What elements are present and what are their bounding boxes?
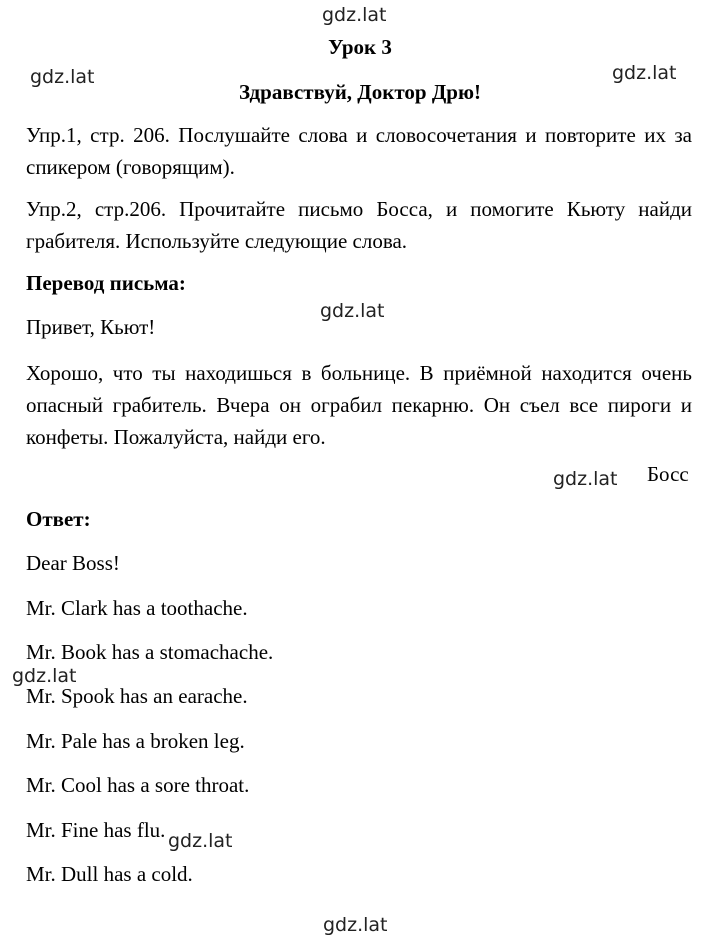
answer-line-book: Mr. Book has a stomachache. <box>26 640 274 664</box>
watermark-right-top: gdz.lat <box>612 62 677 84</box>
answer-line-cool: Mr. Cool has a sore throat. <box>26 773 250 797</box>
watermark-mid: gdz.lat <box>320 300 385 322</box>
answer-line-fine: Mr. Fine has flu. <box>26 818 166 842</box>
translation-body: Хорошо, что ты находишься в больнице. В приёмной находится очень опасный грабитель. Вчера он ограбил пекарню. Он съел все пироги и конфеты. Пожалуйста, найди его. <box>26 361 692 449</box>
answer-line-dull: Mr. Dull has a cold. <box>26 862 193 886</box>
watermark-fine-line: gdz.lat <box>168 832 237 851</box>
lesson-title: Урок 3 <box>328 35 392 59</box>
watermark-signature: gdz.lat <box>553 468 618 490</box>
watermark-left-top: gdz.lat <box>30 66 95 88</box>
exercise-1: Упр.1, стр. 206. Послушайте слова и словосочетания и повторите их за спикером (говорящим). <box>26 123 692 179</box>
exercise-2: Упр.2, стр.206. Прочитайте письмо Босса, и помогите Кьюту найди грабителя. Используйте следующие слова. <box>26 197 692 253</box>
translation-heading: Перевод письма: <box>26 271 186 295</box>
watermark-top: gdz.lat <box>322 4 387 26</box>
watermark-bottom: gdz.lat <box>323 914 388 936</box>
answer-heading: Ответ: <box>26 507 91 531</box>
answer-greeting: Dear Boss! <box>26 551 120 575</box>
answer-line-clark: Mr. Clark has a toothache. <box>26 596 248 620</box>
answer-line-pale: Mr. Pale has a broken leg. <box>26 729 245 753</box>
lesson-subtitle: Здравствуй, Доктор Дрю! <box>238 80 481 104</box>
translation-greeting: Привет, Кьют! <box>26 315 156 339</box>
answer-line-spook: Mr. Spook has an earache. <box>26 684 248 708</box>
translation-signature: Босс <box>647 462 689 486</box>
watermark-left-bottom: gdz.lat <box>12 665 77 687</box>
